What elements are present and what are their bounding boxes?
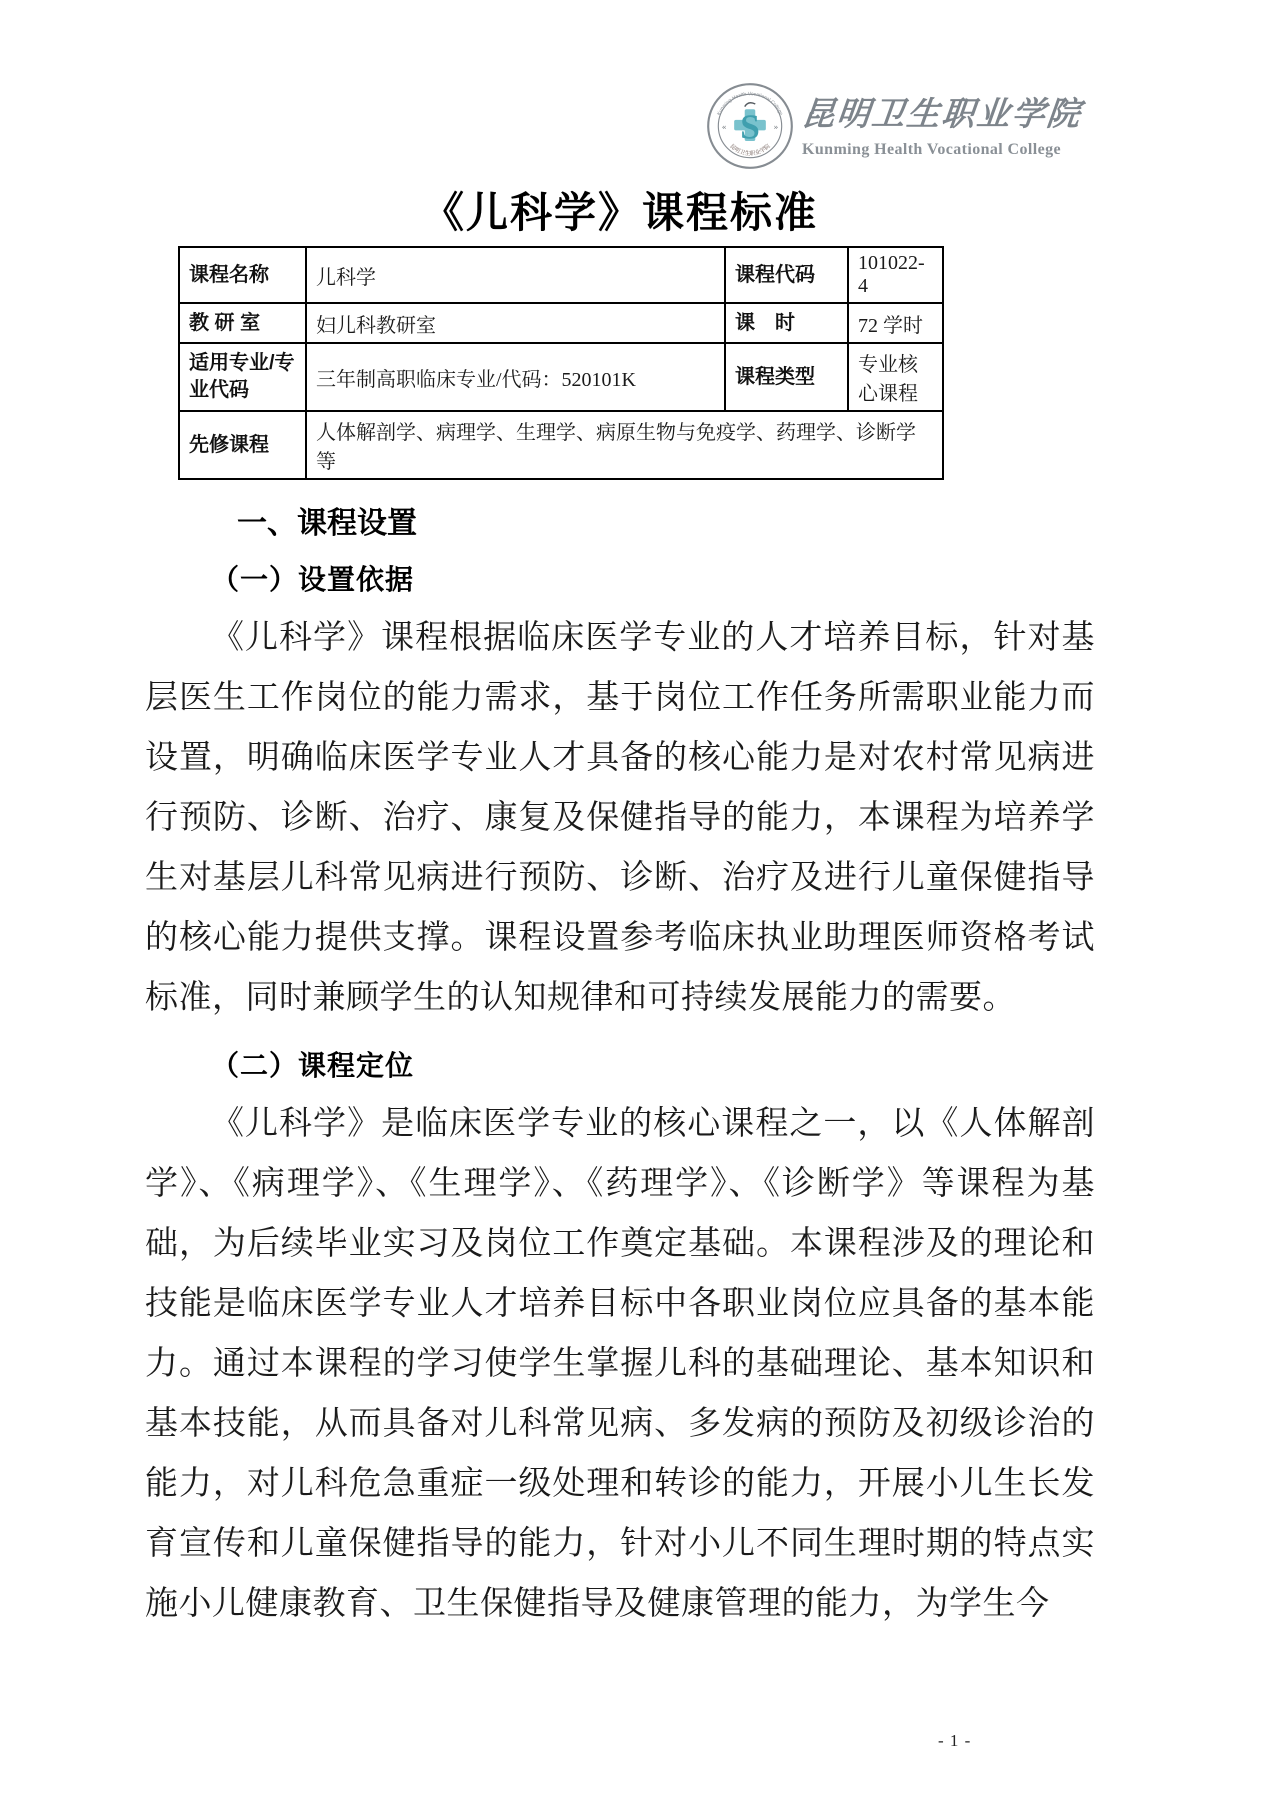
paragraph-setup-basis: 《儿科学》课程根据临床医学专业的人才培养目标，针对基层医生工作岗位的能力需求，基于岗位工作任务所需职业能力而设置，明确临床医学专业人才具备的核心能力是对农村常见病进行预防、诊断、治疗、康复及保健指导的能力，本课程为培养学生对基层儿科常见病进行预防、诊断、治疗及进行儿童保健指导的核心能力提供支撑。课程设置参考临床执业助理医师资格考试标准，同时兼顾学生的认知规律和可持续发展能力的需要。 bbox=[145, 619, 1095, 1016]
teaching-office-value: 妇儿科教研室 bbox=[306, 303, 725, 343]
college-emblem-icon bbox=[706, 82, 794, 170]
table-row bbox=[179, 343, 943, 411]
subsection-heading-setup-basis: （一）设置依据 bbox=[211, 565, 415, 597]
emblem-right-chevrons: » bbox=[773, 121, 779, 132]
course-code-label: 课程代码 bbox=[725, 247, 848, 303]
emblem-letter: S bbox=[740, 107, 760, 147]
table-row bbox=[179, 303, 943, 343]
class-hours-value: 72 学时 bbox=[848, 303, 943, 343]
emblem-arc-top-text: Kunming Health Vocational College bbox=[717, 92, 783, 117]
course-name-label: 课程名称 bbox=[179, 247, 306, 303]
course-code-value: 101022-4 bbox=[848, 247, 943, 303]
course-type-label: 课程类型 bbox=[725, 343, 848, 411]
page-number: - 1 - bbox=[938, 1731, 972, 1750]
document-title: 《儿科学》课程标准 bbox=[421, 189, 818, 236]
paragraph-course-positioning: 《儿科学》是临床医学专业的核心课程之一，以《人体解剖学》、《病理学》、《生理学》、《药理学》、《诊断学》等课程为基础，为后续毕业实习及岗位工作奠定基础。本课程涉及的理论和技能是临床医学专业人才培养目标中各职业岗位应具备的基本能力。通过本课程的学习使学生掌握儿科的基础理论、基本知识和基本技能，从而具备对儿科常见病、多发病的预防及初级诊治的能力，对儿科危急重症一级处理和转诊的能力，开展小儿生长发育宣传和儿童保健指导的能力，针对小儿不同生理时期的特点实施小儿健康教育、卫生保健指导及健康管理的能力，为学生今 bbox=[145, 1105, 1095, 1622]
table-row bbox=[179, 247, 943, 303]
prerequisite-courses-value: 人体解剖学、病理学、生理学、病原生物与免疫学、药理学、诊断学等 bbox=[306, 411, 943, 479]
course-type-value: 专业核心课程 bbox=[848, 343, 943, 411]
emblem-left-chevrons: « bbox=[721, 121, 727, 132]
college-logo bbox=[706, 82, 1082, 170]
college-name-block bbox=[799, 82, 1084, 159]
table-row bbox=[179, 411, 943, 479]
applicable-major-value: 三年制高职临床专业/代码：520101K bbox=[306, 343, 725, 411]
course-info-table bbox=[178, 246, 944, 480]
document-body bbox=[145, 188, 1095, 1634]
applicable-major-label: 适用专业/专业代码 bbox=[179, 343, 306, 411]
emblem-arc-bottom-text: 昆明卫生职业学院 bbox=[728, 143, 772, 158]
teaching-office-label: 教 研 室 bbox=[179, 303, 306, 343]
college-name-en: Kunming Health Vocational College bbox=[802, 141, 1061, 158]
college-name-cn: 昆明卫生职业学院 bbox=[799, 97, 1084, 133]
course-name-value: 儿科学 bbox=[306, 247, 725, 303]
class-hours-label: 课 时 bbox=[725, 303, 848, 343]
section-heading-course-setup: 一、课程设置 bbox=[237, 507, 417, 541]
subsection-heading-course-positioning: （二）课程定位 bbox=[211, 1050, 415, 1082]
prerequisite-courses-label: 先修课程 bbox=[179, 411, 306, 479]
